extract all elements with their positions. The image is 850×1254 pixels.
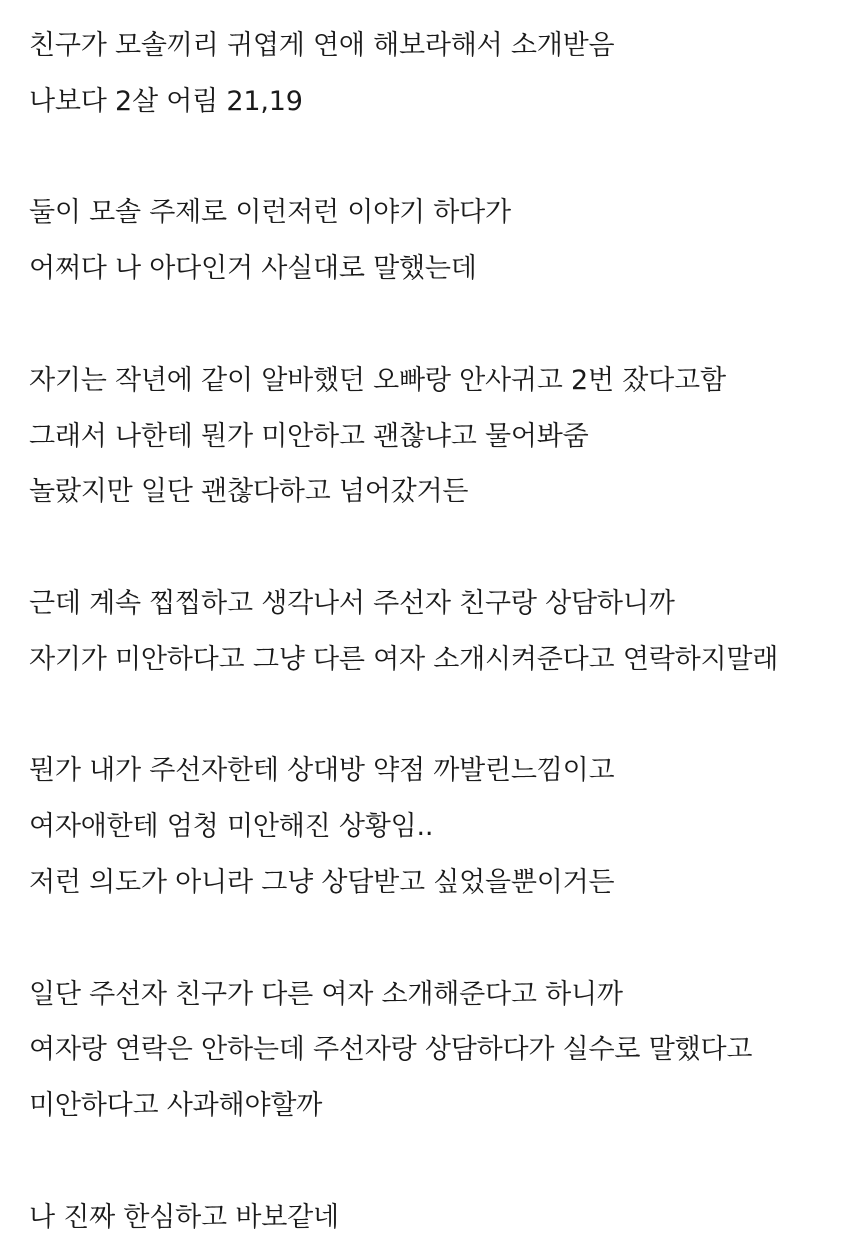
post-line: 어쩌다 나 아다인거 사실대로 말했는데 xyxy=(29,253,477,285)
post-line: 일단 주선자 친구가 다른 여자 소개해준다고 하니까 xyxy=(29,978,623,1010)
post-body xyxy=(29,26,829,1254)
paragraph-gap xyxy=(29,528,829,584)
post-line: 친구가 모솔끼리 귀엽게 연애 해보라해서 소개받음 xyxy=(29,30,615,61)
post-line: 놀랐지만 일단 괜찮다하고 넘어갔거든 xyxy=(29,476,469,508)
post-line: 여자랑 연락은 안하는데 주선자랑 상담하다가 실수로 말했다고 xyxy=(29,1034,753,1066)
paragraph-gap xyxy=(29,1142,829,1198)
post-line: 둘이 모솔 주제로 이런저런 이야기 하다가 xyxy=(29,197,511,229)
paragraph-gap xyxy=(29,919,829,975)
post-line: 저런 의도가 아니라 그냥 상담받고 싶었을뿐이거든 xyxy=(29,866,615,898)
post-line: 여자애한테 엄청 미안해진 상황임.. xyxy=(29,811,434,843)
paragraph-gap xyxy=(29,138,829,194)
post-line: 그래서 나한테 뭔가 미안하고 괜찮냐고 물어봐줌 xyxy=(29,420,589,452)
post-line: 나 진짜 한심하고 바보같네 xyxy=(29,1201,339,1233)
post-line: 미안하다고 사과해야할까 xyxy=(29,1090,323,1122)
post-line: 나보다 2살 어림 21,19 xyxy=(29,85,303,117)
post-line: 근데 계속 찝찝하고 생각나서 주선자 친구랑 상담하니까 xyxy=(29,587,675,619)
paragraph-gap xyxy=(29,696,829,752)
post-line: 뭔가 내가 주선자한테 상대방 약점 까발린느낌이고 xyxy=(29,755,615,787)
post-line: 자기는 작년에 같이 알바했던 오빠랑 안사귀고 2번 잤다고함 xyxy=(29,364,726,396)
paragraph-gap xyxy=(29,305,829,361)
post-line: 자기가 미안하다고 그냥 다른 여자 소개시켜준다고 연락하지말래 xyxy=(29,643,779,675)
